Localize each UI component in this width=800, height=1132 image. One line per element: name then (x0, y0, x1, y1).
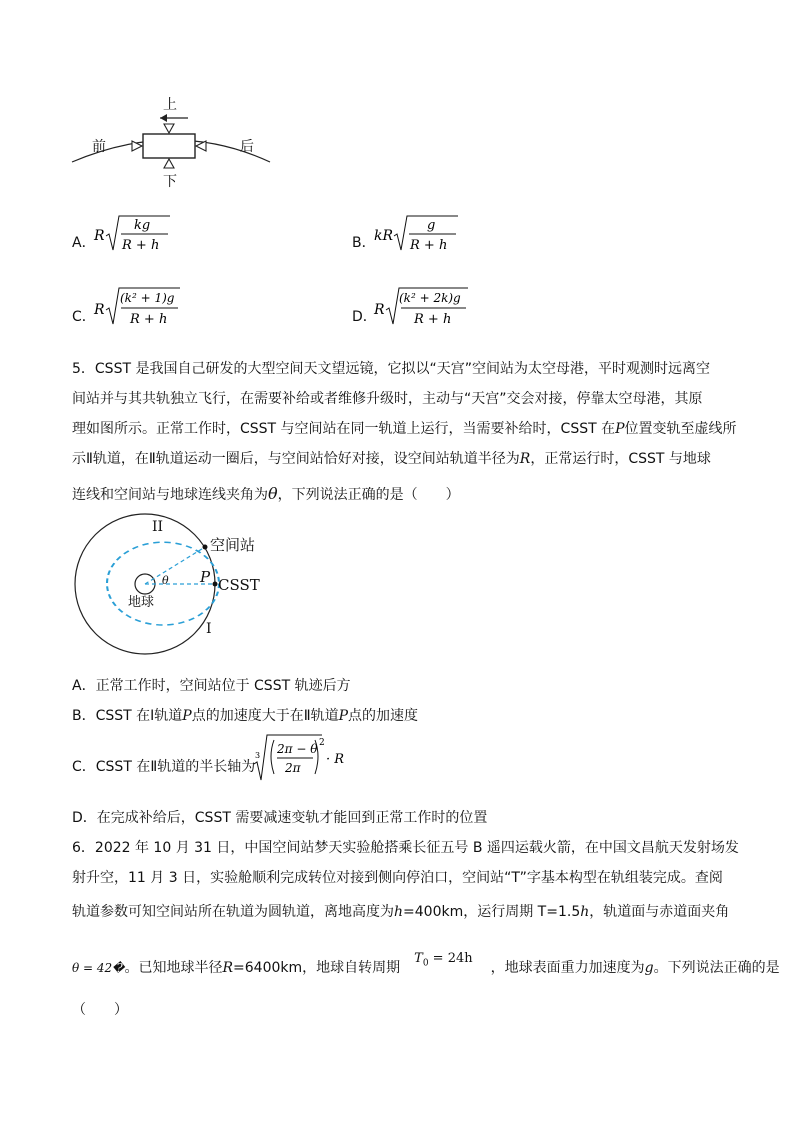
label-front: 前 (92, 139, 106, 155)
q5-option-a: A．正常工作时，空间站位于 CSST 轨迹后方 (72, 678, 351, 694)
earth-label: 地球 (128, 595, 155, 610)
q5-line-1: 5．CSST 是我国自己研发的大型空间天文望远镜，它拟以“天宫”空间站为太空母港，平时观测时远离空 (72, 361, 710, 377)
option-c-den: R + h (130, 312, 168, 327)
q6-line-4-t0: T (414, 951, 423, 966)
q5-line-4-r: R (519, 451, 531, 467)
q4-option-b-letter: B． (352, 235, 376, 251)
station-dot (203, 545, 208, 550)
q6-line-5: （ ） (72, 1002, 128, 1018)
option-c-pre: R (94, 302, 105, 318)
csst-label: CSST (218, 576, 260, 594)
label-down: 下 (163, 174, 177, 190)
q5-option-b (72, 706, 418, 726)
q5-line-5-tail: ，下列说法正确的是（ ） (277, 487, 460, 503)
q6-line-4-a: 。已知地球半径 (124, 960, 223, 976)
q5-line-4-text: 示Ⅱ轨道，在Ⅱ轨道运动一圈后，与空间站恰好对接，设空间站轨道半径为 (72, 451, 520, 467)
option-d-den: R + h (414, 312, 452, 327)
q5-line-2: 间站并与其共轨独立飞行，在需要补给或者维修升级时，主动与“天宫”交会对接，停靠太空母港，其原 (72, 391, 703, 407)
q6-line-4 (72, 951, 780, 984)
bottom-thruster-icon (164, 159, 174, 168)
option-a-num: kg (134, 218, 151, 233)
q5-option-c-formula (252, 732, 352, 784)
q5-option-b-p2: P (338, 708, 349, 724)
option-b-den: R + h (410, 238, 448, 253)
q6-line-3-c: ，轨道面与赤道面夹角 (589, 904, 730, 920)
option-c-denominator: 2π (285, 761, 301, 775)
q6-line-4-t0-val: = 24h (428, 951, 473, 966)
option-a-den: R + h (122, 238, 160, 253)
orbit-i-label: I (206, 621, 212, 637)
option-c-exponent: 2 (319, 738, 325, 748)
q5-option-b-2: 点的加速度大于在Ⅱ轨道 (191, 708, 339, 724)
q6-line-4-c: ，地球表面重力加速度为 (490, 960, 645, 976)
q6-line-4-t0-sub: 0 (422, 958, 429, 969)
left-arrow-icon (160, 114, 167, 122)
q6-line-3-a: 轨道参数可知空间站所在轨道为圆轨道，离地高度为 (72, 904, 394, 920)
q4-option-a-formula (92, 212, 172, 256)
q5-line-4-tail: ，正常运行时，CSST 与地球 (530, 451, 711, 467)
option-d-pre: R (374, 302, 385, 318)
option-a-pre: R (94, 228, 105, 244)
q4-option-c-letter: C． (72, 309, 96, 325)
q6-line-4-r: R (222, 960, 234, 976)
p-label: P (200, 568, 211, 586)
q6-line-4-d: 。下列说法正确的是 (653, 960, 780, 976)
q4-option-b-formula (372, 212, 462, 256)
q6-line-4-theta: θ = 42� (72, 961, 125, 975)
q5-line-3 (72, 419, 737, 439)
q5-option-b-1: B．CSST 在Ⅰ轨道 (72, 708, 183, 724)
q5-line-5 (72, 484, 460, 505)
label-back: 后 (240, 139, 254, 155)
q4-option-a-letter: A． (72, 235, 96, 251)
q6-line-3 (72, 902, 729, 922)
q4-option-c-formula (92, 284, 182, 330)
q6-line-3-b: =400km，运行周期 T=1.5 (403, 904, 581, 920)
top-thruster-icon (164, 124, 174, 133)
option-c-num: (k² + 1)g (120, 291, 175, 305)
orbit-ii-label: II (152, 519, 164, 535)
option-d-num: (k² + 2k)g (399, 291, 461, 305)
q5-line-5-theta: θ (268, 484, 278, 503)
q5-line-3-text: 理如图所示。正常工作时，CSST 与空间站在同一轨道上运行，当需要补给时，CSST 在 (72, 421, 616, 437)
q6-line-3-h2: h (580, 904, 590, 920)
q6-line-2: 射升空，11 月 3 日，实验舱顺利完成转位对接到侧向停泊口，空间站“T”字基本构型在轨组装完成。查阅 (72, 870, 723, 886)
q5-option-b-p1: P (182, 708, 192, 724)
label-up: 上 (163, 97, 177, 113)
option-b-pre: kR (374, 228, 394, 244)
q5-option-b-3: 点的加速度 (348, 708, 419, 724)
q5-line-5-text: 连线和空间站与地球连线夹角为 (72, 487, 268, 503)
q6-line-3-h: h (394, 904, 404, 920)
option-b-num: g (427, 218, 436, 233)
earth-to-station-line (145, 547, 205, 584)
csst-dot (213, 582, 218, 587)
q5-option-d: D．在完成补给后，CSST 需要减速变轨才能回到正常工作时的位置 (72, 810, 488, 826)
q5-line-3-tail: 位置变轨至虚线所 (624, 421, 737, 437)
q5-line-4 (72, 449, 711, 469)
q6-line-1: 6．2022 年 10 月 31 日，中国空间站梦天实验舱搭乘长征五号 B 遥四运载火箭，在中国文昌航天发射场发 (72, 840, 739, 856)
q4-option-d-letter: D． (352, 309, 377, 325)
satellite-body (143, 134, 195, 158)
q5-option-c-text: C．CSST 在Ⅱ轨道的半长轴为 (72, 759, 256, 775)
option-c-root-index: 3 (255, 751, 261, 760)
option-c-r: · R (326, 752, 345, 767)
q4-option-d-formula (372, 284, 472, 330)
q6-line-4-g: g (644, 960, 654, 976)
station-label: 空间站 (210, 536, 256, 554)
theta-label: θ (162, 574, 169, 587)
q5-line-3-p: P (615, 421, 625, 437)
q6-line-4-b: =6400km，地球自转周期 (233, 960, 401, 976)
option-c-numerator: 2π − θ (277, 742, 318, 756)
right-thruster-icon (196, 141, 206, 151)
